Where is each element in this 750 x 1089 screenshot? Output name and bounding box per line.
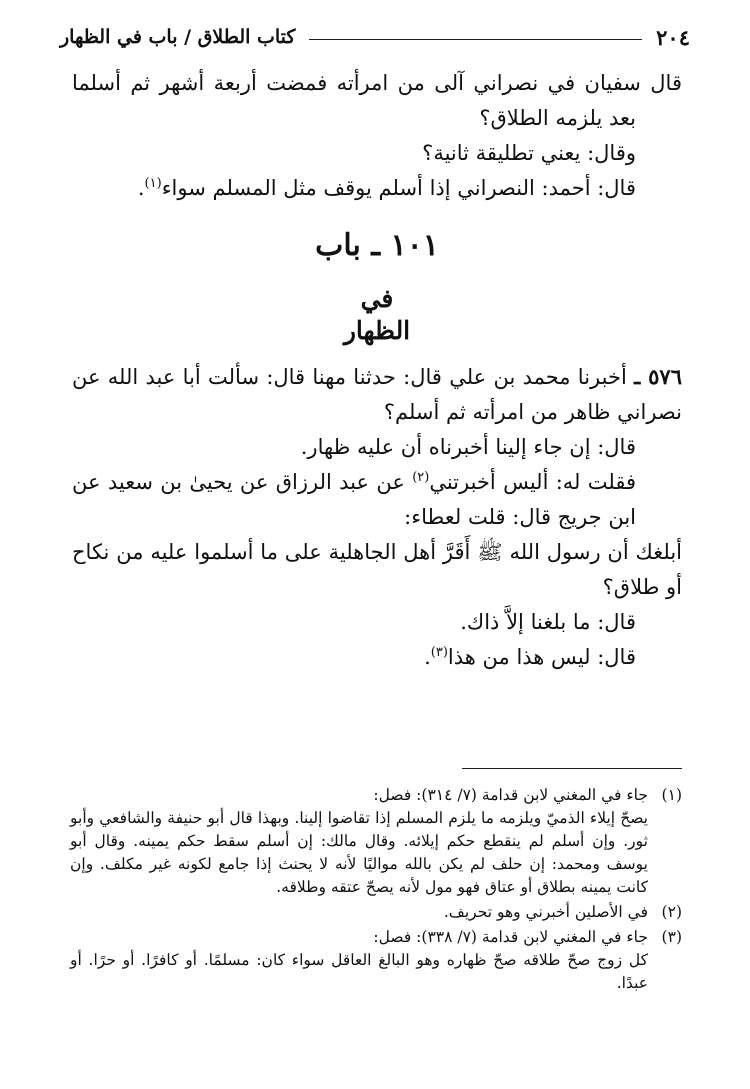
paragraph-objection [72, 465, 682, 535]
paragraph-sufyan: قال سفيان في نصراني آلى من امرأته فمضت أربعة أشهر ثم أسلما بعد يلزمه الطلاق؟ [72, 71, 682, 130]
footnote-2-text: في الأصلين أخبرني وهو تحريف. [443, 903, 648, 921]
paragraph-question: وقال: يعني تطليقة ثانية؟ [422, 141, 636, 165]
paragraph-ahmad-answer [72, 171, 682, 206]
footnote-3 [70, 926, 682, 995]
paragraph-final [72, 640, 682, 675]
final-text: قال: ليس هذا من هذا [447, 645, 636, 669]
footnote-ref-1[interactable]: (١) [144, 176, 162, 191]
running-title: كتاب الطلاق / باب في الظهار [60, 26, 296, 48]
paragraph-ahmad-end: . [137, 176, 145, 200]
objection-start: فقلت له: أليس أخبرتني [429, 470, 636, 494]
page-number: ٢٠٤ [656, 24, 690, 50]
page-header [60, 22, 690, 52]
objection-end: عن عبد الرزاق عن يحيىٰ بن سعيد عن ابن جريج قال: قلت لعطاء: [72, 470, 636, 529]
hadith-number: ٥٧٦ ـ [634, 364, 682, 389]
main-text [72, 66, 682, 675]
footnote-1-mark: (١) [661, 786, 682, 804]
footnote-2 [70, 901, 682, 924]
footnote-3-source: جاء في المغني لابن قدامة (٧/ ٣٣٨): فصل: [373, 928, 648, 946]
paragraph-ahmad-text: قال: أحمد: النصراني إذا أسلم يوقف مثل المسلم سواء [161, 176, 636, 200]
paragraph-ata-question: أبلغك أن رسول الله ﷺ أَقَرَّ أهل الجاهلية على ما أسلموا عليه من نكاح أو طلاق؟ [72, 540, 682, 599]
chapter-heading: ١٠١ ـ باب [315, 228, 439, 263]
header-rule [309, 39, 642, 40]
paragraph-answer-zihar: قال: إن جاء إلينا أخبرناه أن عليه ظهار. [300, 435, 636, 459]
footnotes [70, 784, 682, 997]
section-heading-line1: في [360, 284, 394, 313]
footnote-1-source: جاء في المغني لابن قدامة (٧/ ٣١٤): فصل: [373, 786, 648, 804]
paragraph-hadith-576 [72, 359, 682, 430]
footnote-separator [462, 768, 682, 769]
paragraph-ata-answer: قال: ما بلغنا إلاَّ ذاك. [460, 610, 636, 634]
footnote-ref-2[interactable]: (٢) [412, 470, 430, 485]
footnote-1 [70, 784, 682, 899]
footnote-3-text: كل زوج صحّ طلاقه صحّ ظهاره وهو البالغ العاقل سواء كان: مسلمًا. أو كافرًا. أو حرًا. أو عبدًا. [70, 951, 648, 992]
footnote-3-mark: (٣) [661, 928, 682, 946]
footnote-ref-3[interactable]: (٣) [430, 645, 448, 660]
final-end: . [424, 645, 431, 669]
footnote-1-text: يصحّ إيلاء الذميّ ويلزمه ما يلزم المسلم إذا تقاضوا إلينا. وبهذا قال أبو حنيفة والشافعي وأبو ثور. وإن أسلم لم ينقطع حكم إيلائه. وقال مالك: إن أسلم سقط حكم يمينه. وقال أبو يوسف ومحمد: إن حلف لم يكن بالله مواليًا لأنه لا يحنث إذا جامع لكونه غير مكلف. وإن كانت يمينه بطلاق أو عتاق فهو مول لأنه يصحّ عتقه وطلاقه. [70, 809, 648, 896]
footnote-2-mark: (٢) [661, 903, 682, 921]
section-heading-line2: الظهار [343, 316, 411, 345]
section-heading [72, 283, 682, 347]
hadith-text: أخبرنا محمد بن علي قال: حدثنا مهنا قال: سألت أبا عبد الله عن نصراني ظاهر من امرأته ثم أسلم؟ [72, 365, 682, 424]
